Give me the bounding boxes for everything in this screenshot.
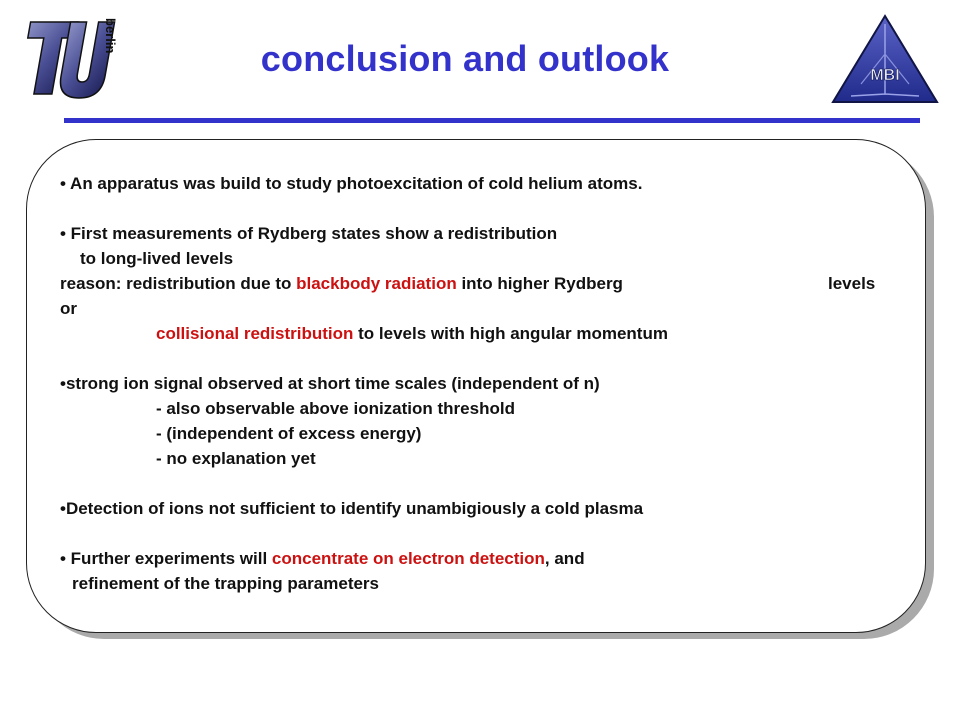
reason-text-end: into higher Rydberg [456,274,623,293]
further-experiments-end: , and [544,549,585,568]
title-divider [64,118,920,123]
reason-or: or [60,299,77,318]
ion-signal-sub-2: - (independent of excess energy) [156,424,422,443]
bullet-list [60,171,900,596]
mbi-logo-text: MBI [870,67,900,84]
slide-title: conclusion and outlook [260,38,670,79]
bullet-further-experiments [60,546,900,571]
reason-line [60,271,900,296]
ion-signal-sub-1: - also observable above ionization threshold [156,399,515,418]
collisional-text: to levels with high angular momentum [353,324,668,343]
electron-detection-highlight: concentrate on electron detection [271,549,545,568]
bullet-ion-detection: •Detection of ions not sufficient to identify unambigiously a cold plasma [60,499,644,518]
further-experiments-line2: refinement of the trapping parameters [72,574,380,593]
ion-signal-sub-3: - no explanation yet [156,449,316,468]
reason-text: reason: redistribution due to [60,274,297,293]
blackbody-radiation-highlight: blackbody radiation [296,274,457,293]
collisional-line [60,321,900,346]
bullet-rydberg-measurements: • First measurements of Rydberg states show a redistribution [60,224,558,243]
bullet-apparatus: • An apparatus was build to study photoexcitation of cold helium atoms. [60,174,643,193]
tu-berlin-logo-text: berlin [103,18,118,54]
collisional-redistribution-highlight: collisional redistribution [156,324,354,343]
bullet-ion-signal: •strong ion signal observed at short time scales (independent of n) [60,374,600,393]
reason-levels-word: levels [828,274,876,293]
bullet-rydberg-line2: to long-lived levels [80,249,234,268]
further-experiments-text: • Further experiments will [60,549,272,568]
